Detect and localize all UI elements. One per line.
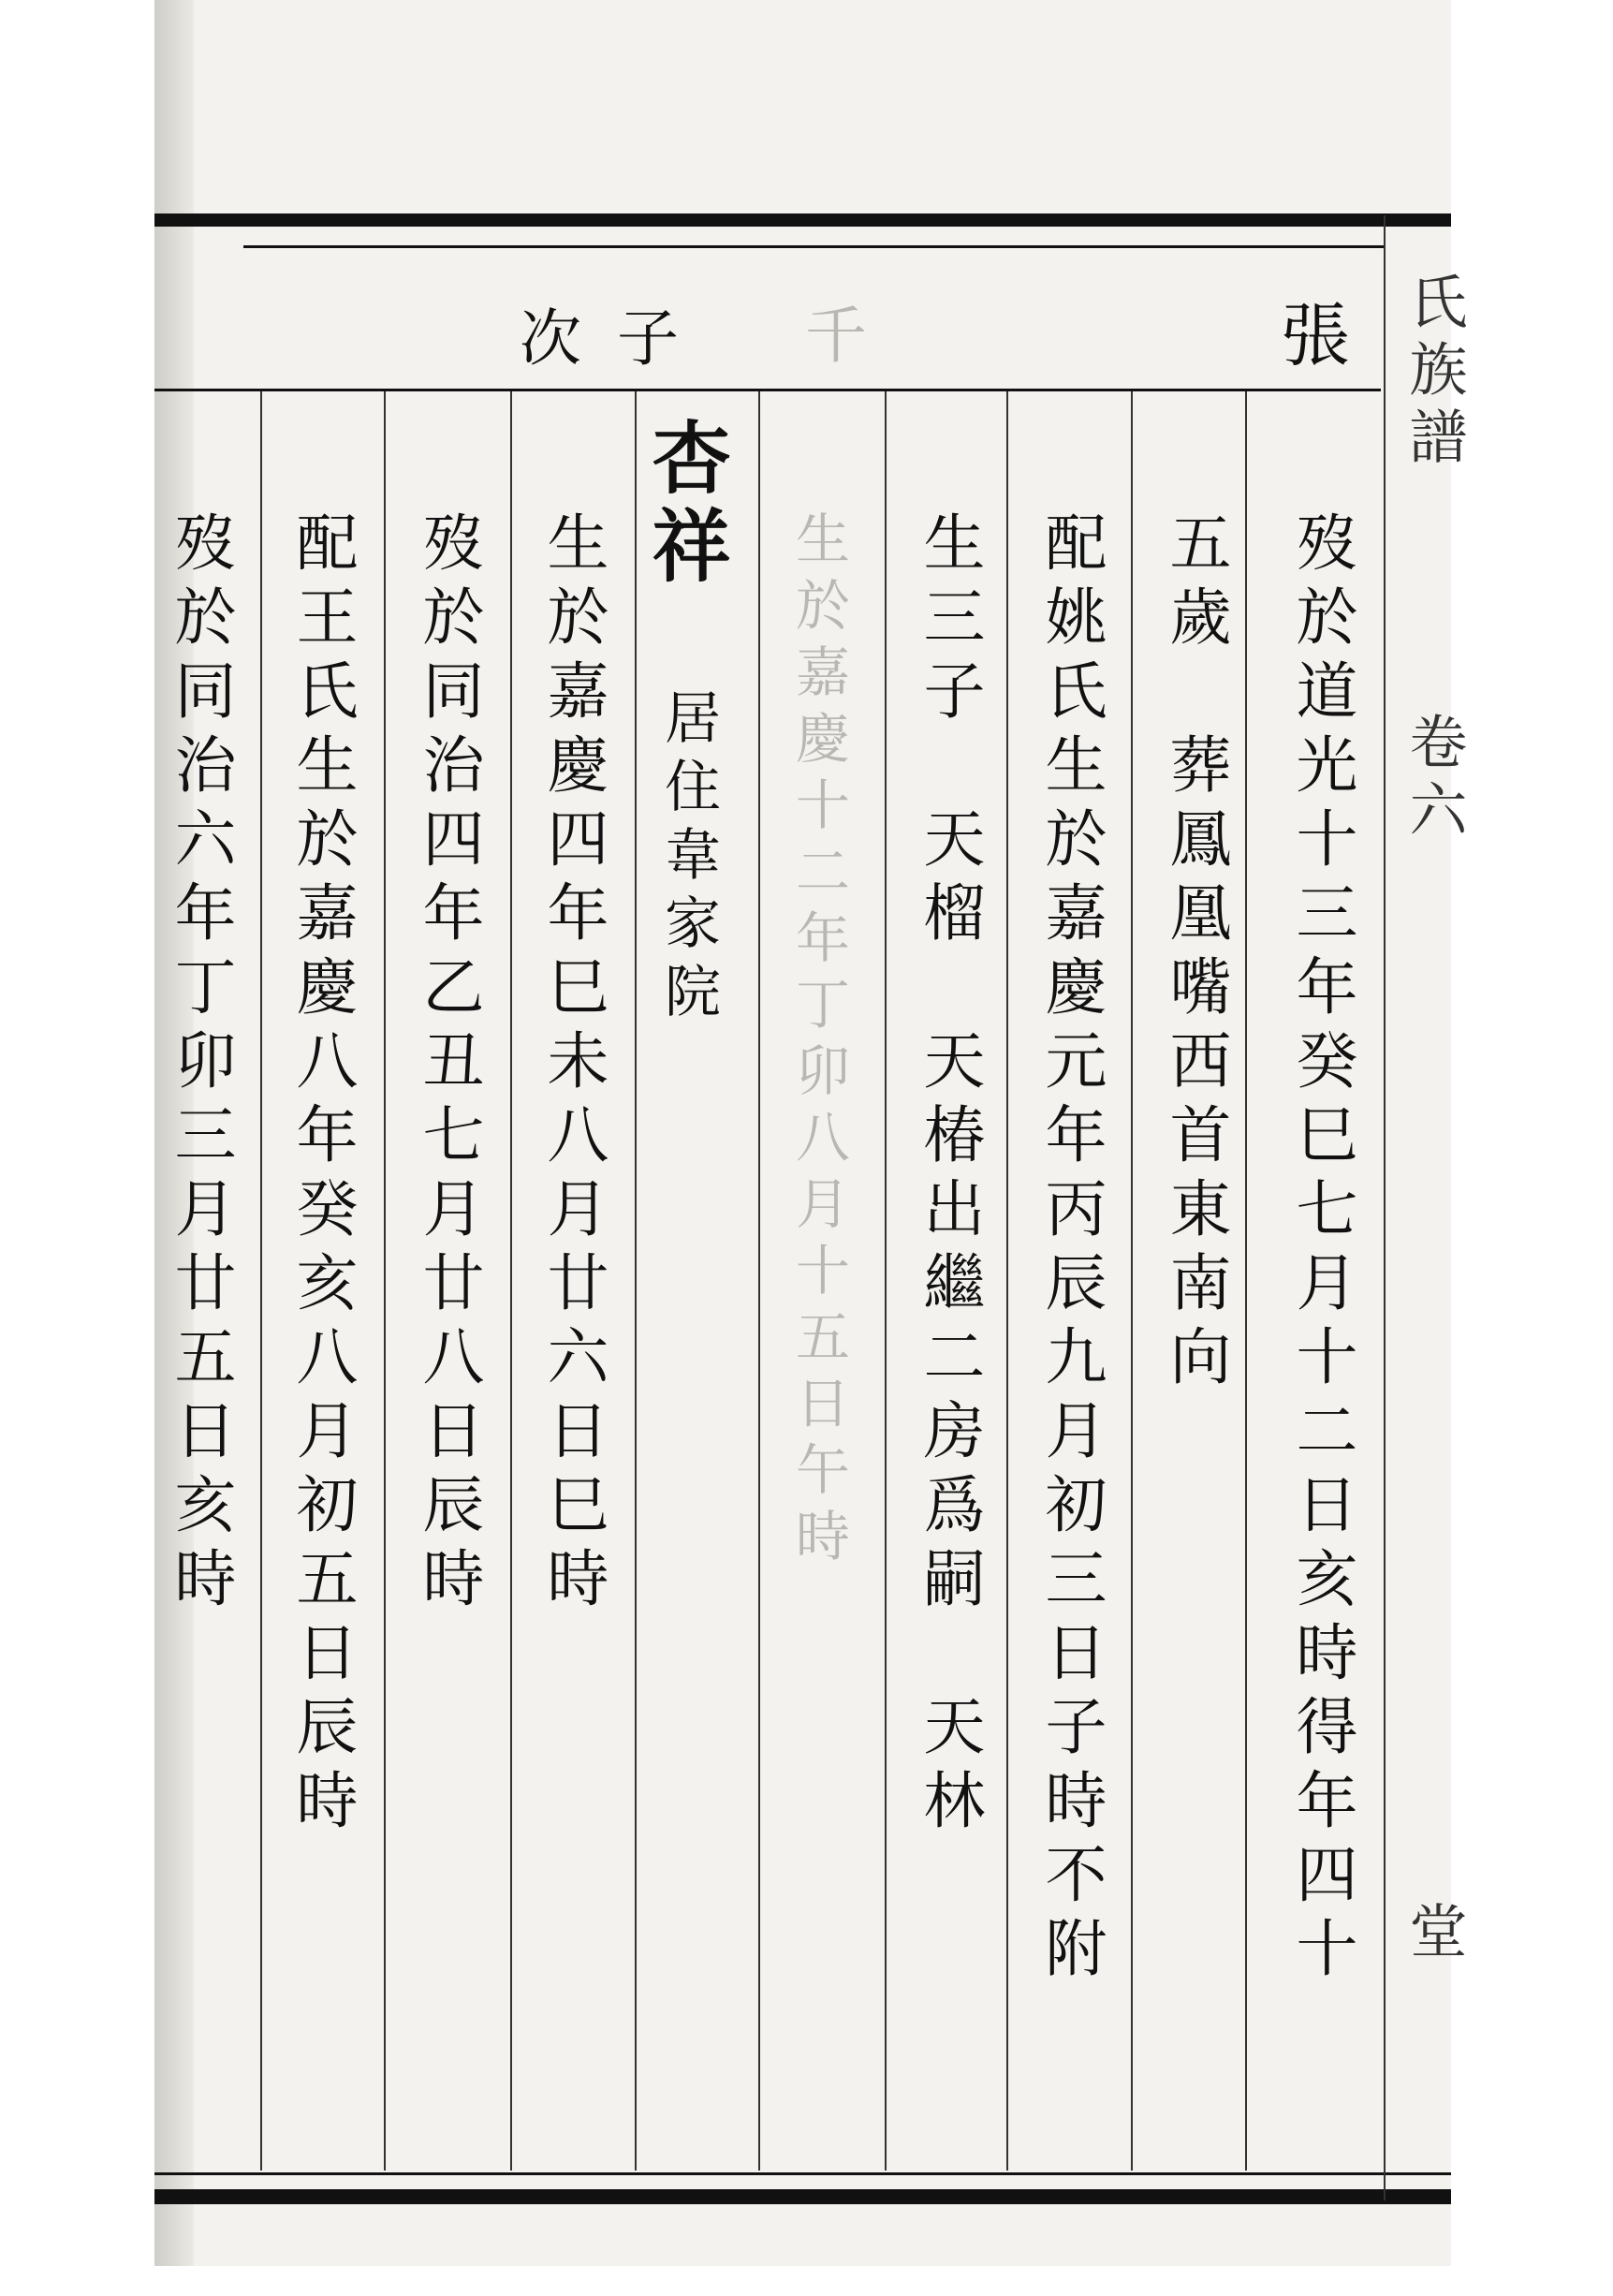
column-divider <box>1006 391 1008 2171</box>
birth-column: 生於嘉慶四年巳未八月廿六日巳時 <box>536 510 609 1620</box>
residence: 居住韋家院 <box>655 688 721 1030</box>
hall-name: 堂 <box>1400 1901 1468 1968</box>
column-divider <box>1245 391 1247 2171</box>
column-divider <box>758 391 760 2171</box>
volume-label: 卷六 <box>1400 712 1468 846</box>
surname-header: 張 <box>1281 296 1350 376</box>
column-divider <box>384 391 386 2171</box>
bottom-border-thin <box>154 2172 1451 2175</box>
column-divider <box>885 391 887 2171</box>
faint-header-char: 千 <box>805 300 867 372</box>
spouse-column: 配姚氏生於嘉慶元年丙辰九月初三日子時不附 <box>1034 510 1107 1990</box>
person-name: 杏祥 <box>639 417 732 593</box>
faint-bleedthrough-column: 生於嘉慶十二年丁卯八月十五日午時 <box>786 510 850 1574</box>
top-border-thin <box>243 245 1386 248</box>
death-record-column: 歿於道光十三年癸巳七月十二日亥時得年四十 <box>1285 510 1357 1990</box>
right-frame-line <box>1384 215 1386 2200</box>
book-title-fragment: 氏族譜 <box>1400 272 1468 474</box>
column-divider <box>260 391 262 2171</box>
header-separator <box>154 389 1381 391</box>
column-divider <box>635 391 637 2171</box>
generation-order: 次子 <box>520 302 714 375</box>
wife-column: 配王氏生於嘉慶八年癸亥八月初五日辰時 <box>286 510 358 1842</box>
wife-death-column: 歿於同治六年丁卯三月廿五日亥時 <box>164 510 236 1620</box>
column-divider <box>1131 391 1133 2171</box>
burial-column: 五歲 葬鳳凰嘴西首東南向 <box>1159 510 1231 1398</box>
column-divider <box>510 391 512 2171</box>
top-border-thick <box>154 213 1451 227</box>
bottom-border-thick <box>154 2189 1451 2204</box>
children-column: 生三子 天榴 天椿出繼二房爲嗣 天林 <box>913 510 985 1842</box>
death-column: 歿於同治四年乙丑七月廿八日辰時 <box>412 510 484 1620</box>
